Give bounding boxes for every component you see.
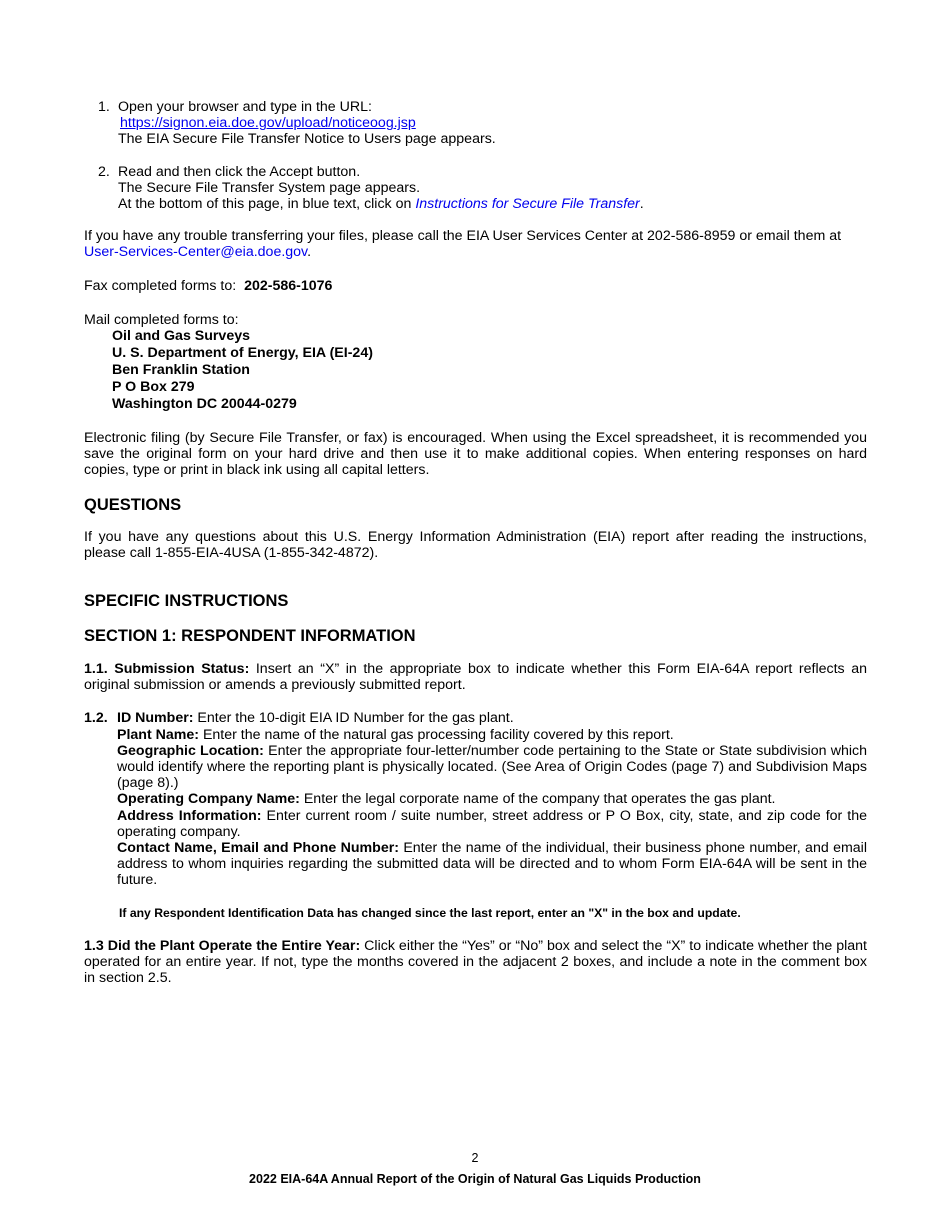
item-1-1: 1.1. Submission Status: Insert an “X” in the appropriate box to indicate whether this Form EIA-64A report reflects an original submission or amends a previously submitted report. — [84, 661, 867, 694]
section-1-heading: SECTION 1: RESPONDENT INFORMATION — [84, 627, 416, 646]
fax-number: 202-586-1076 — [244, 277, 333, 294]
contact-field: Contact Name, Email and Phone Number: Enter the name of the individual, their business phone number, and email address to whom inquiries regarding the submitted data will be directed and to whom Form EIA-64A will be sent in the future. — [117, 840, 867, 889]
plant-name-field: Plant Name: Enter the name of the natural gas processing facility covered by this report. — [117, 726, 674, 743]
respondent-change-note: If any Respondent Identification Data has changed since the last report, enter an "X" in the box and update. — [119, 905, 741, 920]
user-services-email-link[interactable]: User-Services-Center@eia.doe.gov — [84, 244, 308, 261]
page-number: 2 — [471, 1151, 479, 1165]
step-2 — [84, 164, 867, 213]
step-text: Open your browser and type in the URL: — [118, 99, 372, 115]
operating-company-field: Operating Company Name: Enter the legal corporate name of the company that operates the gas plant. — [117, 791, 776, 808]
step-1 — [84, 99, 867, 148]
address-line: Ben Franklin Station — [112, 362, 250, 379]
address-line: P O Box 279 — [112, 379, 195, 396]
mailing-address — [84, 328, 867, 413]
step-text: At the bottom of this page, in blue text, click on Instructions for Secure File Transfer. — [118, 196, 644, 213]
instructions-link[interactable]: Instructions for Secure File Transfer — [415, 196, 640, 213]
address-information-field: Address Information: Enter current room / suite number, street address or P O Box, city, state, and zip code for the operating company. — [117, 807, 867, 840]
electronic-filing-paragraph: Electronic filing (by Secure File Transfer, or fax) is encouraged. When using the Excel spreadsheet, it is recommended you save the original form on your hard drive and then use it to make additional copies. When entering responses on hard copies, type or print in black ink using all capital letters. — [84, 430, 867, 479]
step-text: Read and then click the Accept button. — [118, 163, 361, 180]
geographic-location-field: Geographic Location: Enter the appropriate four-letter/number code pertaining to the State or State subdivision which would identify where the reporting plant is physically located. (See Area of Origin Codes (page 7) and Subdivision Maps (page 8).) — [117, 742, 867, 792]
step-text: The EIA Secure File Transfer Notice to Users page appears. — [118, 131, 496, 148]
step-number: 2. — [98, 163, 110, 180]
questions-heading: QUESTIONS — [84, 495, 182, 514]
questions-paragraph: If you have any questions about this U.S. Energy Information Administration (EIA) report after reading the instructions, please call 1-855-EIA-4USA (1-855-342-4872). — [84, 528, 867, 561]
step-text: The Secure File Transfer System page appears. — [118, 179, 421, 196]
fax-line: Fax completed forms to: 202-586-1076 — [84, 277, 333, 294]
step-number: 1. — [98, 99, 110, 115]
specific-instructions-heading: SPECIFIC INSTRUCTIONS — [84, 592, 289, 611]
item-1-3: 1.3 Did the Plant Operate the Entire Year: Click either the “Yes” or “No” box and select the “X” to indicate whether the plant operated for an entire year. If not, type the months covered in the adjacent 2 boxes, and include a note in the comment box in section 2.5. — [84, 937, 867, 987]
address-line: Washington DC 20044-0279 — [112, 396, 297, 413]
item-1-2 — [84, 710, 867, 888]
address-line: U. S. Department of Energy, EIA (EI-24) — [112, 345, 373, 362]
mail-label: Mail completed forms to: — [84, 311, 239, 328]
id-number-field: 1.2. ID Number: Enter the 10-digit EIA ID Number for the gas plant. — [84, 710, 514, 727]
footer-title: 2022 EIA-64A Annual Report of the Origin of Natural Gas Liquids Production — [249, 1172, 701, 1186]
trouble-paragraph: If you have any trouble transferring your files, please call the EIA User Services Center at 202-586-8959 or email them at User-Services-Center@eia.doe.gov. — [84, 228, 842, 261]
upload-url-link[interactable]: https://signon.eia.doe.gov/upload/noticeoog.jsp — [120, 115, 416, 132]
address-line: Oil and Gas Surveys — [112, 328, 250, 345]
document-body — [84, 99, 867, 987]
